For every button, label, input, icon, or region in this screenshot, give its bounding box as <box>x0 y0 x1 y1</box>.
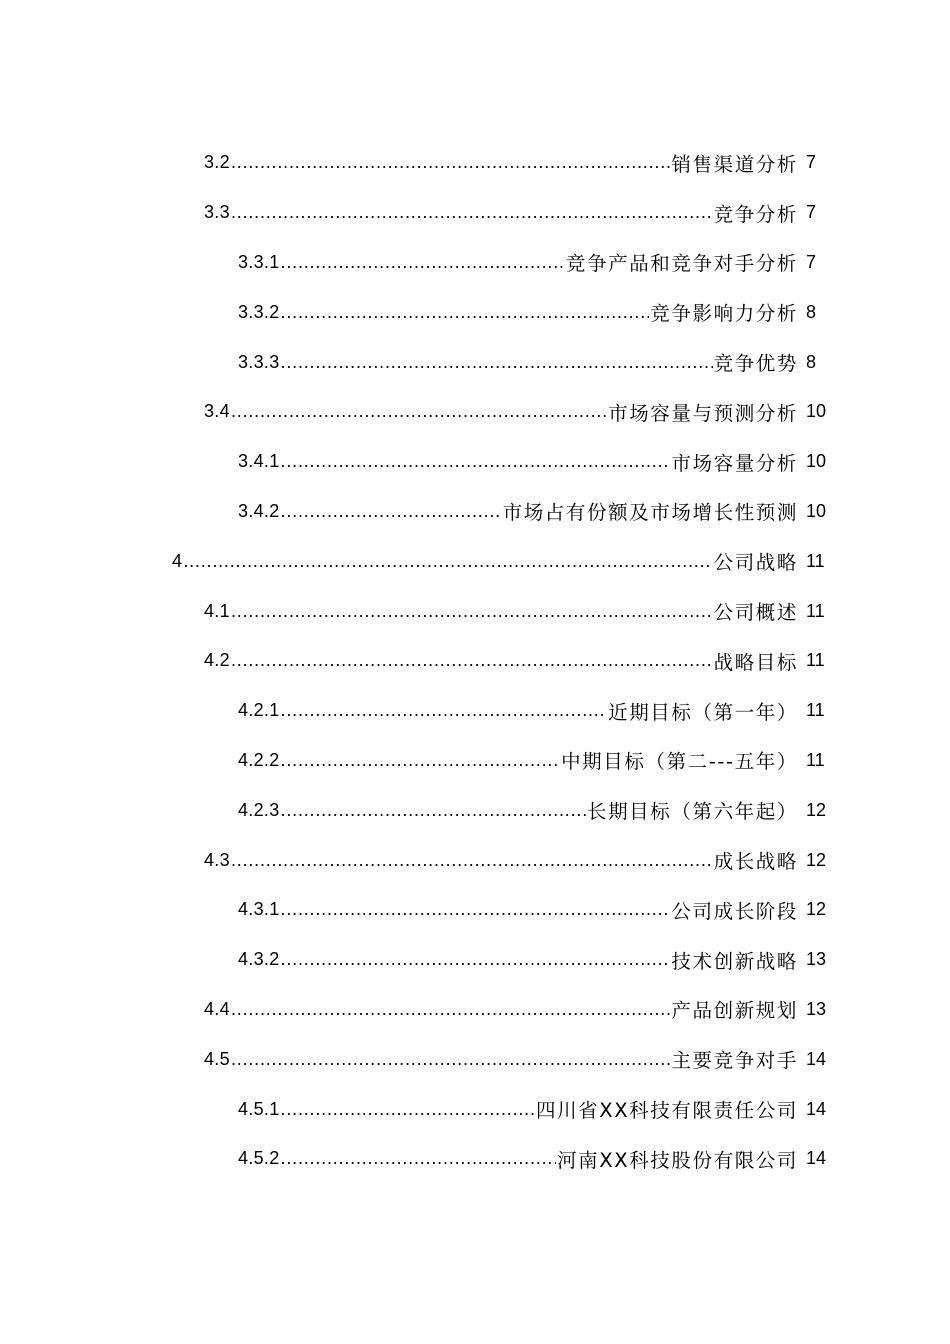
toc-entry-page: 10 <box>806 451 827 472</box>
toc-entry-title: 成长战略 <box>713 850 798 874</box>
toc-entry-page: 11 <box>806 650 825 671</box>
toc-entry[interactable] <box>0 1084 950 1134</box>
toc-entry-text <box>238 896 798 924</box>
toc-entry-title: 主要竞争对手 <box>671 1049 798 1073</box>
toc-entry-text <box>204 149 798 177</box>
toc-entry[interactable] <box>0 835 950 885</box>
toc-entry-number: 4.3.1 <box>238 899 280 920</box>
toc-entry-number: 3.3.3 <box>238 351 280 372</box>
toc-dot-leader <box>281 800 586 821</box>
toc-entry-page: 7 <box>806 152 817 173</box>
toc-dot-leader <box>231 650 713 671</box>
toc-entry[interactable] <box>0 1034 950 1084</box>
toc-entry-text <box>204 199 798 227</box>
toc-dot-leader <box>281 501 502 522</box>
toc-entry-title: 市场容量分析 <box>671 451 798 475</box>
toc-entry-title: 战略目标 <box>713 650 798 674</box>
toc-entry-title: 竞争产品和竞争对手分析 <box>565 252 798 276</box>
toc-entry[interactable] <box>0 686 950 736</box>
toc-entry-page: 7 <box>806 202 817 223</box>
table-of-contents <box>0 138 950 1184</box>
toc-entry[interactable] <box>0 188 950 238</box>
toc-entry-text <box>172 547 798 575</box>
toc-dot-leader <box>281 899 671 920</box>
toc-entry-page: 8 <box>806 301 817 322</box>
toc-dot-leader <box>231 601 713 622</box>
toc-dot-leader <box>281 700 608 721</box>
toc-dot-leader <box>281 949 671 970</box>
toc-entry-page: 14 <box>806 1148 827 1169</box>
toc-entry-number: 3.4.2 <box>238 500 280 521</box>
toc-entry-number: 3.3 <box>204 202 230 223</box>
toc-entry-text <box>204 597 798 625</box>
toc-entry-number: 4 <box>172 550 183 571</box>
toc-dot-leader <box>281 451 671 472</box>
toc-entry-text <box>238 497 798 525</box>
toc-entry[interactable] <box>0 138 950 188</box>
toc-entry-title: 市场容量与预测分析 <box>608 401 798 425</box>
toc-dot-leader <box>231 1049 670 1070</box>
toc-entry-text <box>238 248 798 276</box>
toc-entry-text <box>204 995 798 1023</box>
toc-entry-text <box>238 946 798 974</box>
toc-entry-title: 四川省XX科技有限责任公司 <box>535 1099 798 1123</box>
toc-entry-title: 公司成长阶段 <box>671 899 798 923</box>
toc-entry-title: 竞争影响力分析 <box>650 302 798 326</box>
toc-entry-text <box>238 298 798 326</box>
toc-entry-title: 竞争分析 <box>713 202 798 226</box>
toc-entry-page: 13 <box>806 949 827 970</box>
toc-dot-leader <box>281 750 561 771</box>
toc-entry-title: 中期目标（第二---五年） <box>561 750 798 774</box>
toc-entry-number: 3.3.1 <box>238 251 280 272</box>
toc-entry-text <box>204 1045 798 1073</box>
toc-entry-number: 4.5.1 <box>238 1098 280 1119</box>
toc-dot-leader <box>231 401 607 422</box>
toc-entry[interactable] <box>0 935 950 985</box>
toc-entry-title: 近期目标（第一年） <box>608 700 798 724</box>
toc-entry[interactable] <box>0 536 950 586</box>
toc-entry-text <box>238 1095 798 1123</box>
toc-entry-title: 公司概述 <box>713 601 798 625</box>
toc-entry[interactable] <box>0 337 950 387</box>
toc-dot-leader <box>281 1148 557 1169</box>
toc-entry-text <box>204 398 798 426</box>
toc-entry-number: 4.3.2 <box>238 949 280 970</box>
toc-entry-page: 11 <box>806 700 825 721</box>
toc-entry-page: 12 <box>806 899 827 920</box>
toc-entry-page: 10 <box>806 401 827 422</box>
toc-entry-page: 12 <box>806 849 827 870</box>
toc-entry-page: 7 <box>806 251 817 272</box>
toc-entry-number: 3.2 <box>204 152 230 173</box>
toc-entry-number: 4.2.2 <box>238 749 280 770</box>
toc-entry-page: 13 <box>806 998 827 1019</box>
toc-entry[interactable] <box>0 985 950 1035</box>
toc-entry-title: 技术创新战略 <box>671 949 798 973</box>
toc-entry-title: 长期目标（第六年起） <box>586 800 798 824</box>
toc-entry-text <box>238 796 798 824</box>
toc-entry-number: 4.2 <box>204 650 230 671</box>
toc-entry-number: 3.4.1 <box>238 451 280 472</box>
toc-entry-page: 11 <box>806 749 825 770</box>
toc-entry-title: 竞争优势 <box>713 352 798 376</box>
toc-dot-leader <box>183 551 712 572</box>
toc-entry-number: 4.5 <box>204 1048 230 1069</box>
toc-entry[interactable] <box>0 785 950 835</box>
toc-entry-number: 4.3 <box>204 849 230 870</box>
toc-entry-text <box>238 697 798 725</box>
toc-entry[interactable] <box>0 487 950 537</box>
toc-entry-number: 4.1 <box>204 600 230 621</box>
toc-dot-leader <box>281 252 565 273</box>
toc-entry-text <box>238 746 798 774</box>
toc-entry-number: 4.4 <box>204 998 230 1019</box>
toc-entry-number: 3.4 <box>204 401 230 422</box>
toc-entry-text <box>238 348 798 376</box>
toc-entry[interactable] <box>0 636 950 686</box>
toc-entry-page: 11 <box>806 550 825 571</box>
toc-dot-leader <box>281 1099 535 1120</box>
toc-entry-number: 4.2.3 <box>238 799 280 820</box>
toc-entry[interactable] <box>0 238 950 288</box>
toc-entry[interactable] <box>0 586 950 636</box>
toc-entry-title: 河南XX科技股份有限公司 <box>557 1148 798 1172</box>
toc-dot-leader <box>231 850 713 871</box>
toc-entry[interactable] <box>0 1134 950 1184</box>
toc-entry-text <box>204 846 798 874</box>
toc-entry-page: 12 <box>806 799 827 820</box>
toc-dot-leader <box>281 352 713 373</box>
toc-dot-leader <box>281 302 650 323</box>
toc-entry-text <box>204 647 798 675</box>
toc-dot-leader <box>231 152 670 173</box>
toc-entry[interactable] <box>0 437 950 487</box>
toc-entry-page: 11 <box>806 600 825 621</box>
toc-entry-page: 8 <box>806 351 817 372</box>
toc-entry-text <box>238 1145 798 1173</box>
toc-entry[interactable] <box>0 287 950 337</box>
toc-entry-text <box>238 448 798 476</box>
toc-dot-leader <box>231 202 713 223</box>
toc-entry-page: 14 <box>806 1098 827 1119</box>
toc-dot-leader <box>231 999 670 1020</box>
toc-entry-title: 销售渠道分析 <box>671 152 798 176</box>
toc-entry-page: 10 <box>806 500 827 521</box>
toc-entry-number: 3.3.2 <box>238 301 280 322</box>
toc-entry-number: 4.2.1 <box>238 700 280 721</box>
toc-entry-page: 14 <box>806 1048 827 1069</box>
toc-entry-title: 市场占有份额及市场增长性预测 <box>502 501 798 525</box>
toc-entry[interactable] <box>0 885 950 935</box>
toc-entry-title: 产品创新规划 <box>671 999 798 1023</box>
toc-entry[interactable] <box>0 387 950 437</box>
toc-entry-number: 4.5.2 <box>238 1148 280 1169</box>
toc-entry[interactable] <box>0 736 950 786</box>
toc-entry-title: 公司战略 <box>713 551 798 575</box>
